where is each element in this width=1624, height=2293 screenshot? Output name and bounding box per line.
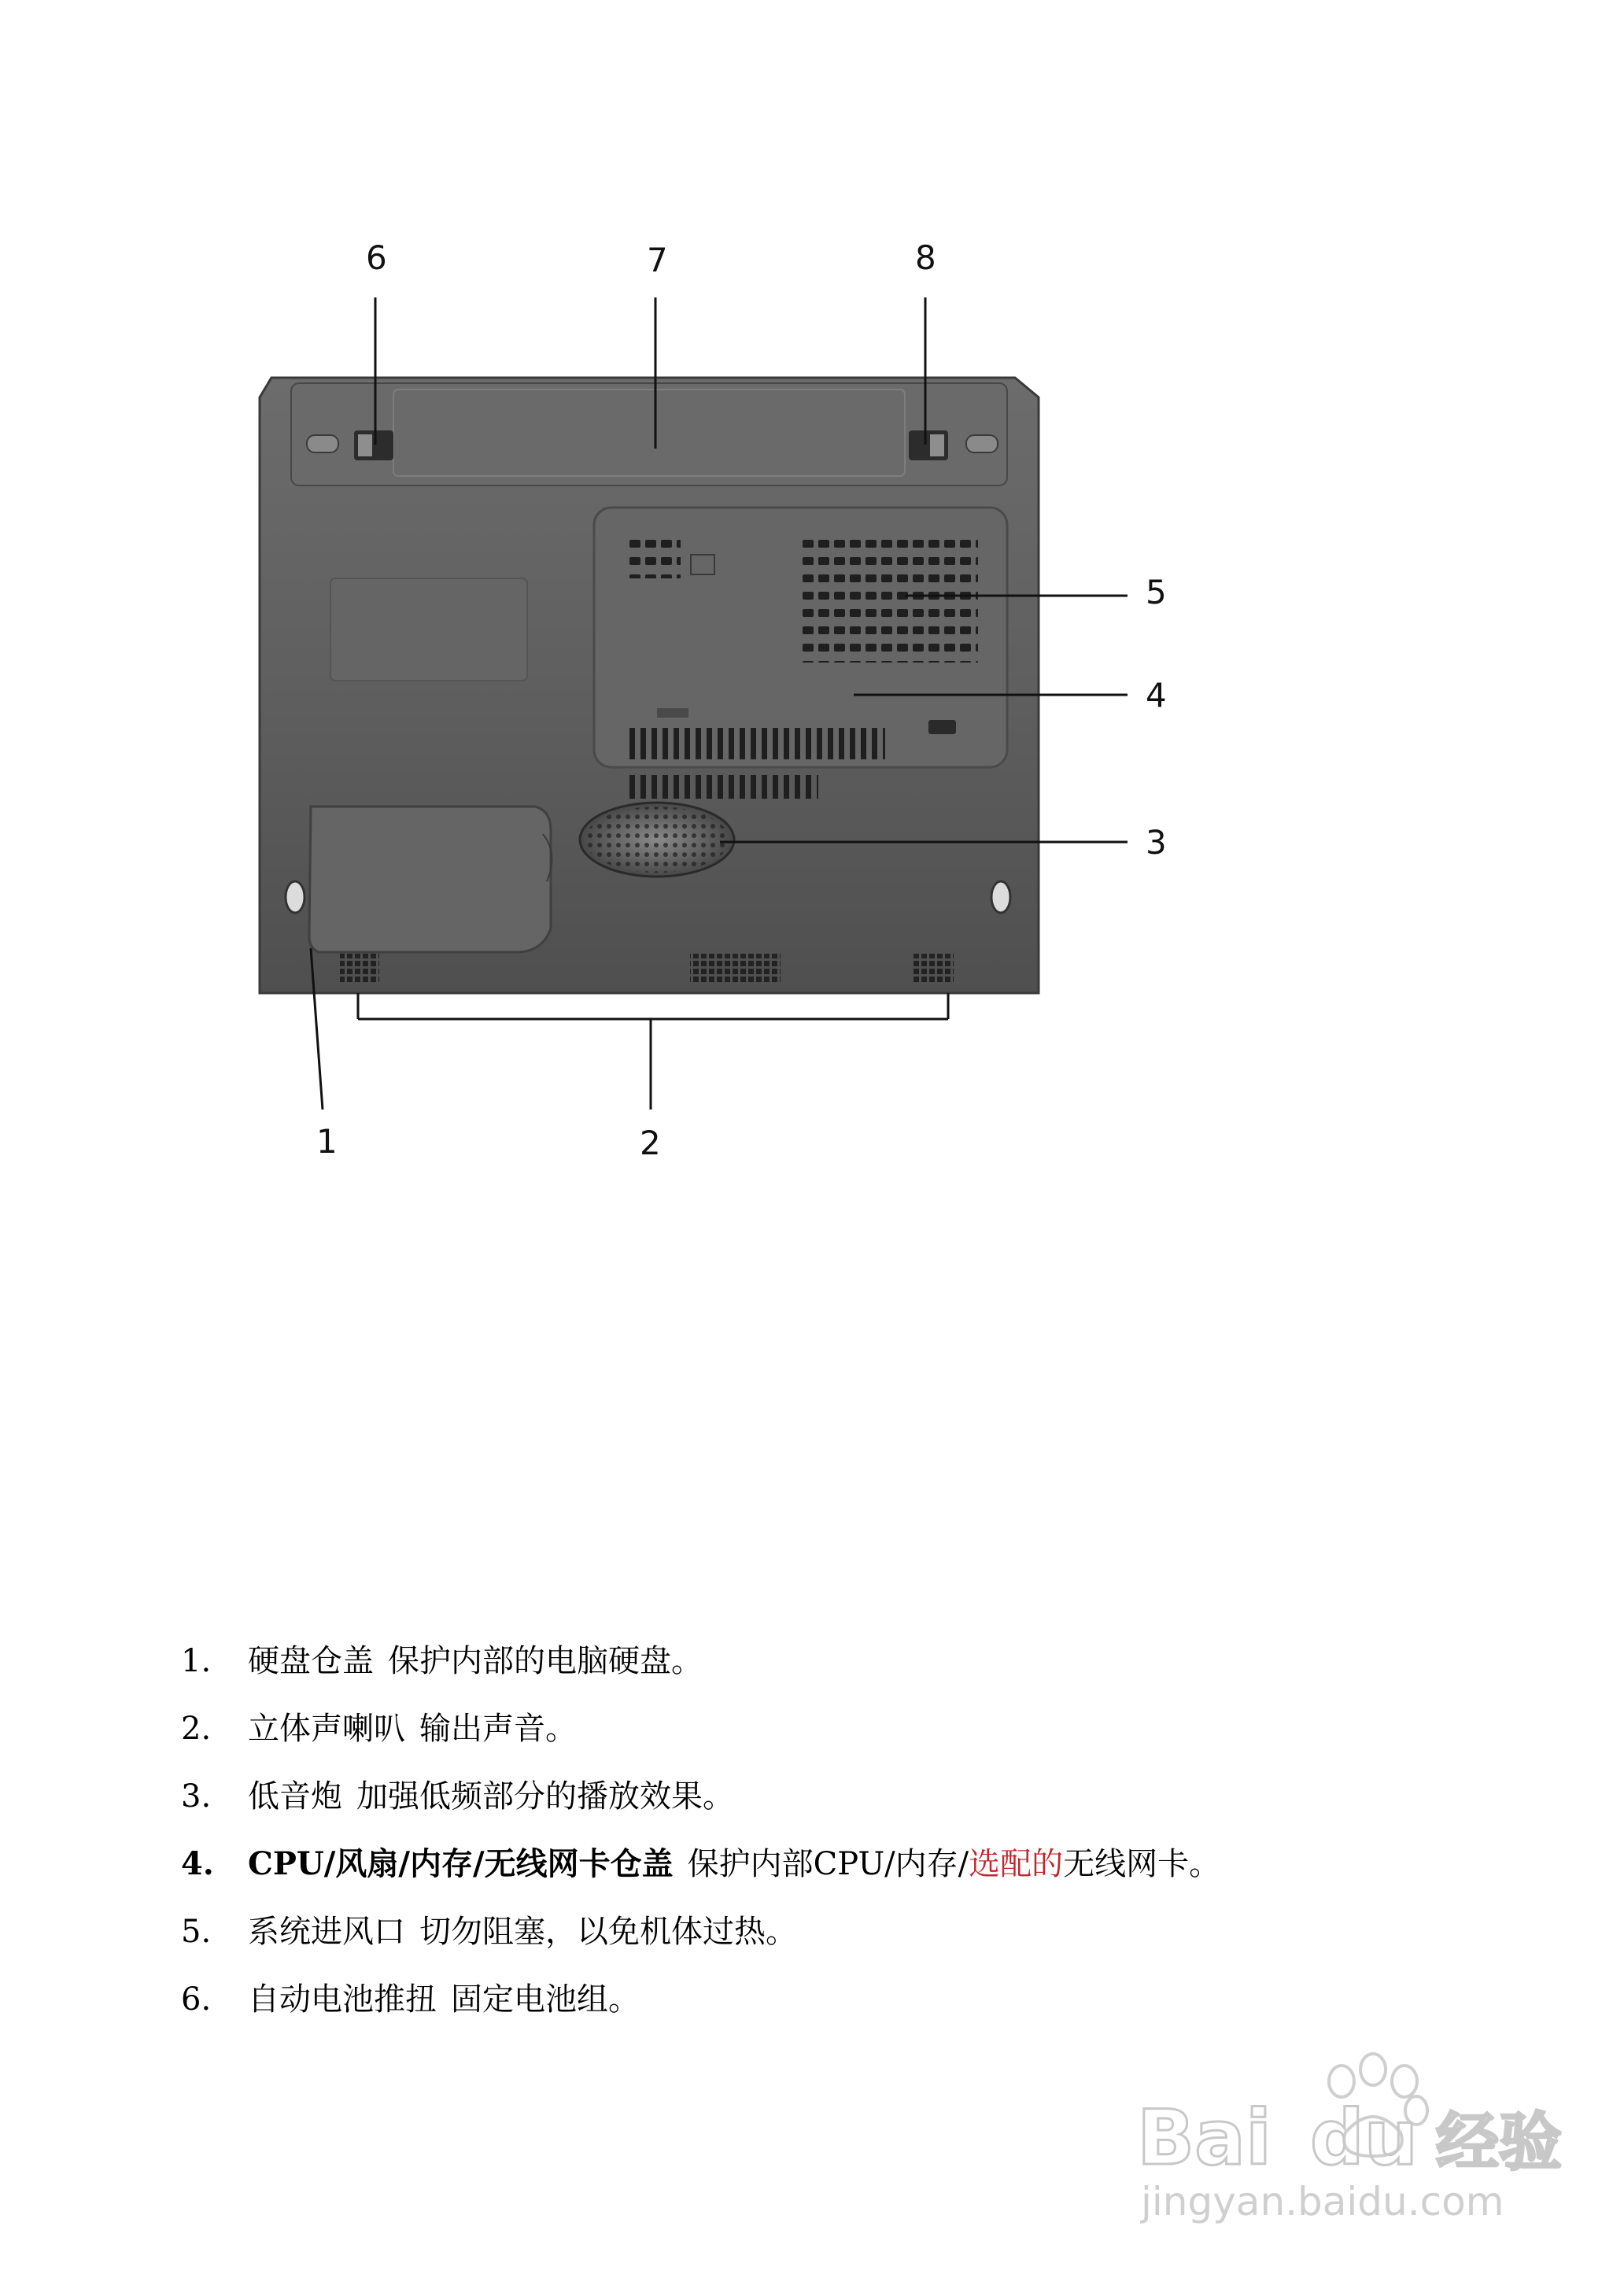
legend-description-highlight: 选配的 (969, 1846, 1064, 1882)
legend-number: 4. (181, 1845, 214, 1882)
legend-term: 系统进风口 (248, 1914, 405, 1950)
legend-item (181, 1776, 1519, 1844)
speaker-grill-center (690, 954, 781, 984)
callout-3: 3 (1146, 823, 1167, 862)
legend-term: 立体声喇叭 (248, 1711, 405, 1747)
legend-item (181, 1641, 1519, 1708)
laptop-body (260, 378, 1039, 993)
battery-pack (291, 383, 1007, 486)
legend-term: CPU/风扇/内存/无线网卡仓盖 (248, 1845, 674, 1882)
legend-number: 3. (181, 1778, 212, 1815)
legend-description-before: 保护内部CPU/内存/ (687, 1846, 969, 1882)
callout-6: 6 (366, 238, 387, 277)
legend-description: 输出声音。 (419, 1711, 577, 1747)
legend-number: 6. (181, 1981, 212, 2018)
legend-description: 加强低频部分的播放效果。 (356, 1778, 734, 1815)
legend-term: 硬盘仓盖 (248, 1643, 374, 1679)
callout-2: 2 (640, 1124, 661, 1162)
legend-number: 2. (181, 1711, 212, 1747)
legend-description: 固定电池组。 (451, 1981, 640, 2018)
baidu-jingyan-watermark (1133, 2046, 1574, 2227)
legend-number: 5. (181, 1914, 212, 1950)
legend-item (181, 1844, 1519, 1911)
component-legend (181, 1641, 1519, 2047)
callout-1: 1 (316, 1122, 338, 1161)
legend-number: 1. (181, 1643, 212, 1679)
legend-item (181, 1979, 1519, 2047)
watermark-brand: Bai (1137, 2094, 1272, 2182)
watermark-brand-tail: du (1310, 2094, 1419, 2182)
hdd-cover (309, 807, 551, 952)
speaker-grill-left (340, 954, 379, 984)
callout-7: 7 (647, 241, 668, 279)
legend-term: 自动电池推扭 (248, 1981, 437, 2018)
callout-8: 8 (915, 238, 936, 277)
legend-description: 切勿阻塞，以免机体过热。 (419, 1914, 797, 1950)
legend-item (181, 1911, 1519, 1979)
legend-item (181, 1708, 1519, 1776)
intake-vent (801, 535, 978, 663)
watermark-url: jingyan.baidu.com (1141, 2179, 1504, 2225)
legend-description: 保护内部的电脑硬盘。 (388, 1643, 703, 1679)
legend-description-after: 无线网卡。 (1063, 1846, 1221, 1882)
callout-5: 5 (1146, 573, 1167, 611)
speaker-grill-right (913, 954, 954, 984)
callout-4: 4 (1146, 676, 1167, 714)
watermark-product: 经验 (1436, 2106, 1562, 2179)
legend-term: 低音炮 (248, 1778, 342, 1815)
